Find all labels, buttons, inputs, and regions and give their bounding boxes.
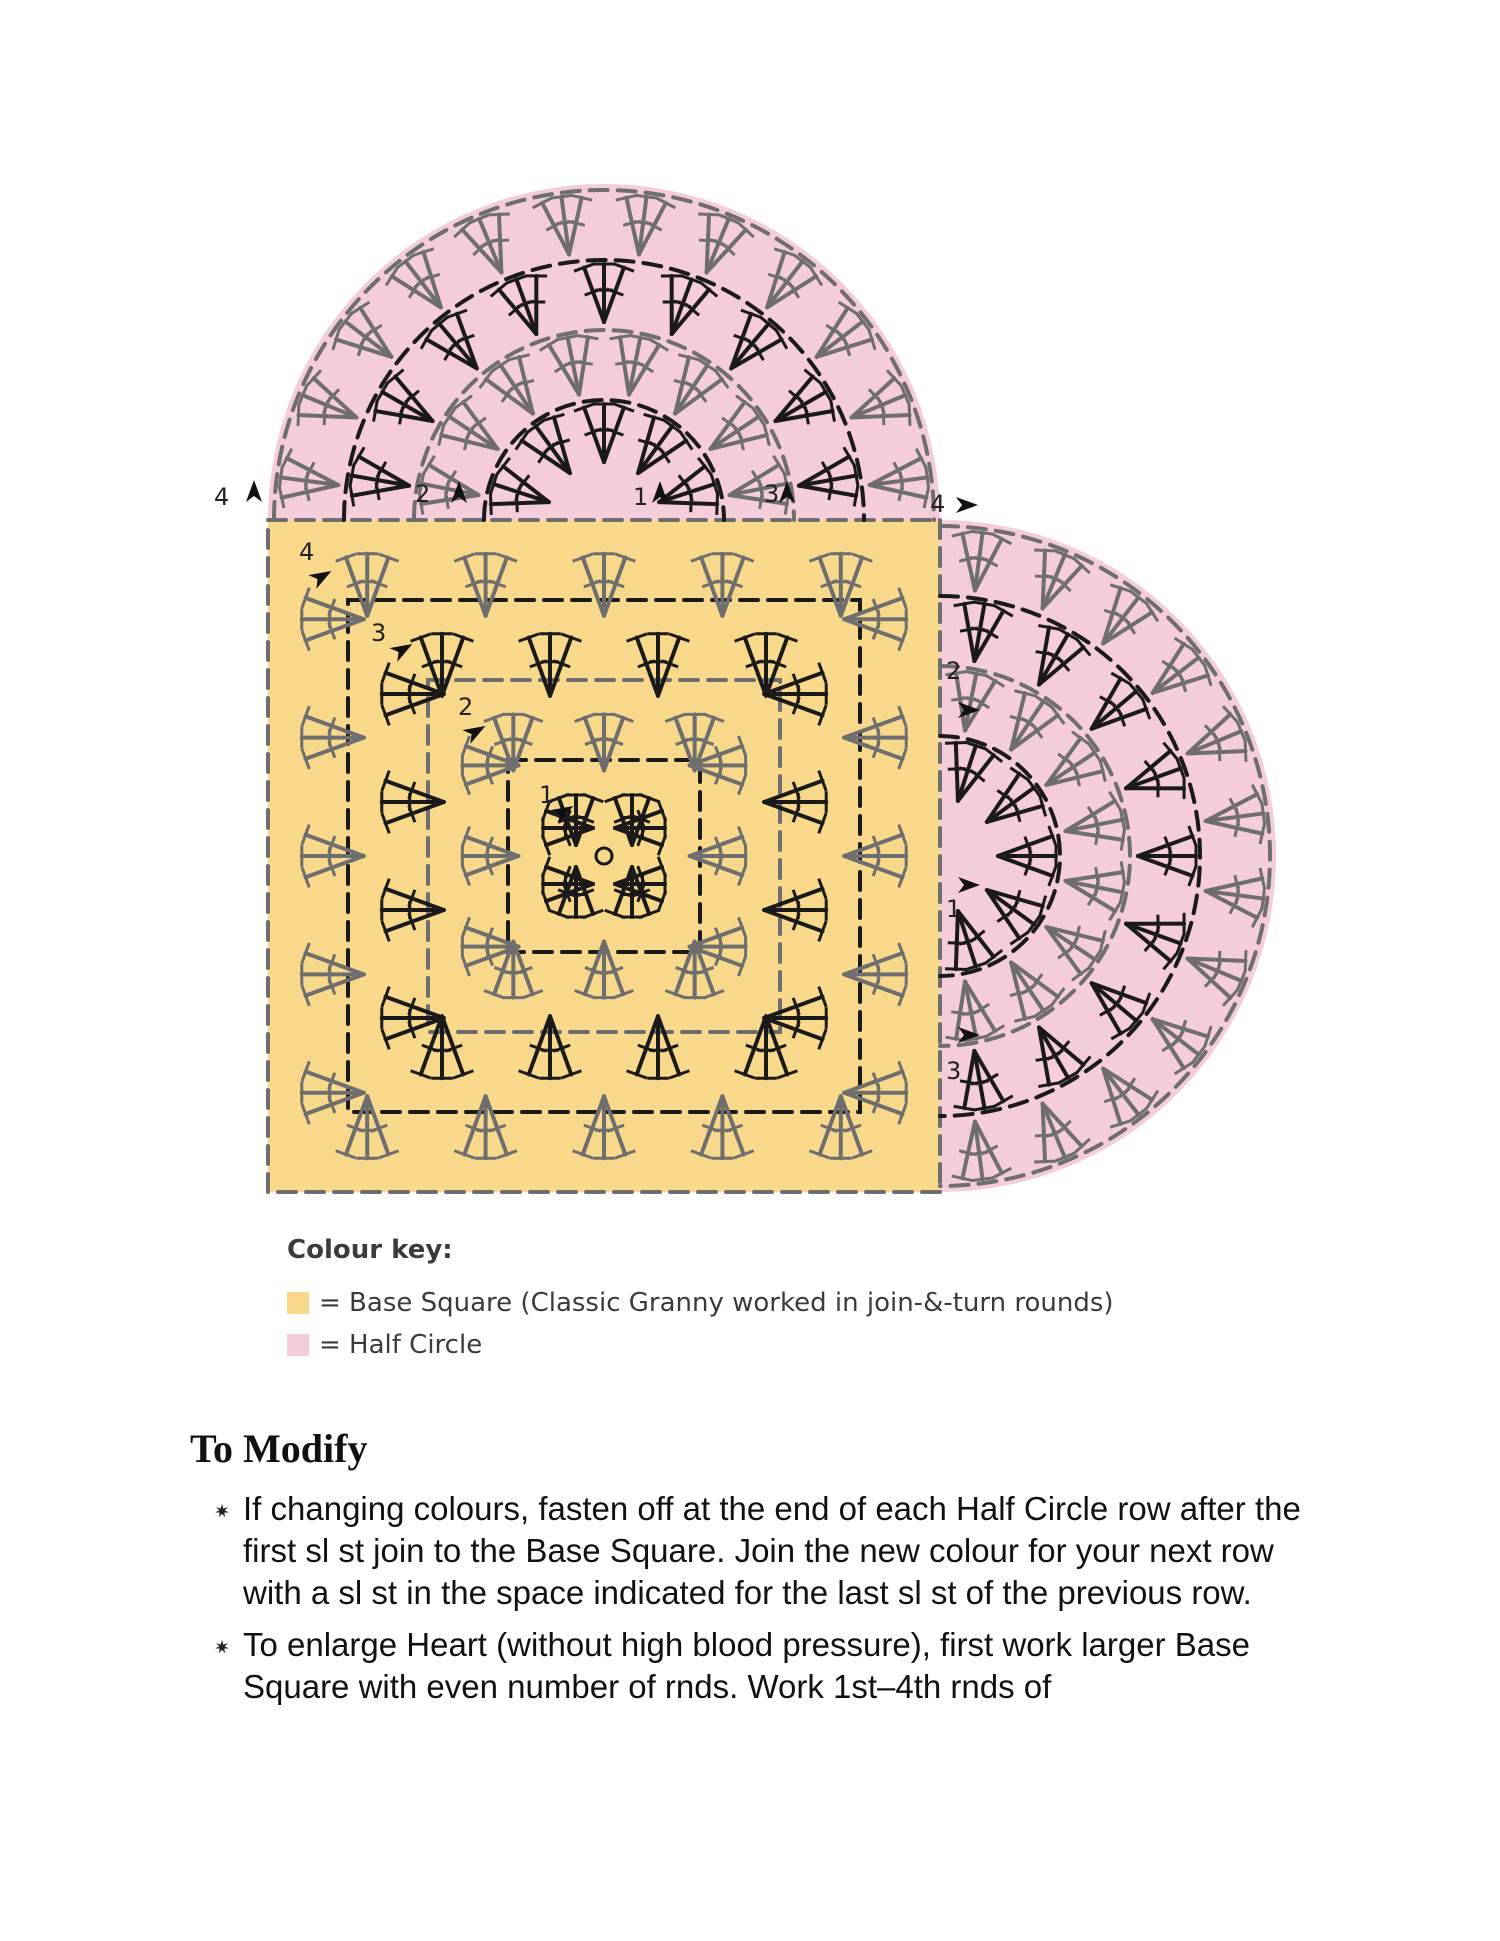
label-top-row4: 4	[214, 483, 230, 511]
swatch-base-square	[287, 1292, 309, 1314]
colour-key-title: Colour key:	[287, 1235, 453, 1265]
row-start-arrow-icon	[246, 480, 262, 502]
list-item-text: To enlarge Heart (without high blood pressure), first work larger Base Square with even number of rnds. Work 1st–4th rnds of	[243, 1626, 1250, 1705]
colour-key-label-half-circle: = Half Circle	[319, 1330, 483, 1360]
colour-key-item-half-circle	[287, 1327, 1114, 1363]
row-start-arrow-icon	[956, 497, 978, 513]
label-top-row2: 2	[415, 480, 431, 508]
label-top-right-row4: 4	[930, 490, 946, 518]
right-half-circle	[940, 520, 1276, 1192]
label-sq-rnd4: 4	[299, 538, 315, 566]
label-top-row3: 3	[764, 480, 780, 508]
colour-key-item-base-square	[287, 1285, 1114, 1321]
label-right-row2: 2	[946, 657, 962, 685]
label-right-row1: 1	[946, 895, 962, 923]
starburst-bullet-icon	[215, 1504, 229, 1518]
modify-list	[210, 1488, 1340, 1718]
label-top-row1: 1	[633, 483, 649, 511]
list-item-text: If changing colours, fasten off at the end of each Half Circle row after the first sl st join to the Base Square. Join the new colour for your next row with a sl st in the space indicated for the last sl st of the previous row.	[243, 1490, 1301, 1611]
base-square	[268, 520, 940, 1192]
label-sq-rnd1: 1	[539, 781, 555, 809]
colour-key	[287, 1235, 1114, 1369]
colour-key-label-base-square: = Base Square (Classic Granny worked in join-&-turn rounds)	[319, 1288, 1114, 1318]
list-item	[210, 1624, 1340, 1708]
list-item	[210, 1488, 1340, 1614]
swatch-half-circle	[287, 1334, 309, 1356]
top-half-circle	[268, 184, 940, 520]
starburst-bullet-icon	[215, 1640, 229, 1654]
label-right-row3: 3	[946, 1057, 962, 1085]
label-sq-rnd3: 3	[371, 619, 387, 647]
label-sq-rnd2: 2	[458, 693, 474, 721]
section-title: To Modify	[190, 1426, 368, 1471]
